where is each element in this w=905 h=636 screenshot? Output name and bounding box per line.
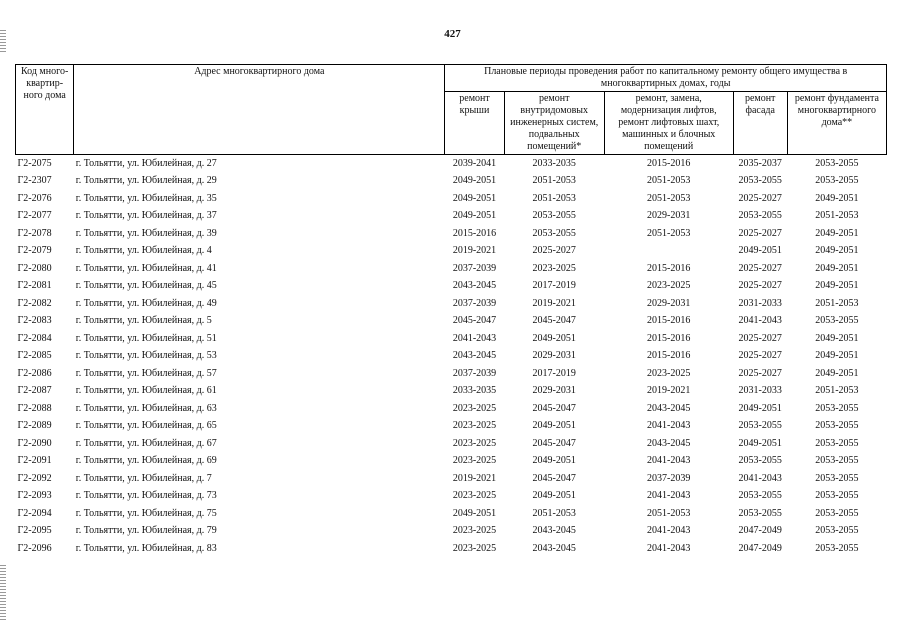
cell-internal-systems: 2023-2025 xyxy=(532,262,576,274)
cell-roof: 2023-2025 xyxy=(452,455,497,467)
cell-facade: 2053-2055 xyxy=(738,455,782,467)
header-facade: ремонт фасада xyxy=(733,92,787,155)
cell-internal-systems: 2019-2021 xyxy=(532,297,576,309)
cell-code: Г2-2083 xyxy=(17,315,52,327)
cell-internal-systems: 2049-2051 xyxy=(532,455,576,467)
cell-foundation: 2053-2055 xyxy=(815,315,859,327)
cell-address: г. Тольятти, ул. Юбилейная, д. 69 xyxy=(75,455,217,467)
cell-address: г. Тольятти, ул. Юбилейная, д. 37 xyxy=(75,210,217,222)
header-address: Адрес многоквартирного дома xyxy=(74,65,445,155)
cell-foundation: 2053-2055 xyxy=(815,507,859,519)
cell-foundation: 2053-2055 xyxy=(815,175,859,187)
cell-facade: 2035-2037 xyxy=(733,155,787,173)
cell-address: г. Тольятти, ул. Юбилейная, д. 49 xyxy=(75,297,217,309)
table-row xyxy=(16,155,887,173)
cell-internal-systems: 2053-2055 xyxy=(532,227,576,239)
cell-elevators: 2015-2016 xyxy=(647,262,691,274)
cell-code: Г2-2089 xyxy=(17,420,52,432)
table-row xyxy=(16,400,887,418)
cell-facade: 2025-2027 xyxy=(738,280,782,292)
cell-code: Г2-2088 xyxy=(17,402,52,414)
cell-address: г. Тольятти, ул. Юбилейная, д. 61 xyxy=(75,385,217,397)
table-row xyxy=(16,313,887,331)
cell-roof: 2037-2039 xyxy=(452,262,497,274)
cell-foundation: 2051-2053 xyxy=(815,385,859,397)
cell-code: Г2-2079 xyxy=(17,245,52,257)
cell-address: г. Тольятти, ул. Юбилейная, д. 29 xyxy=(75,175,217,187)
cell-address: г. Тольятти, ул. Юбилейная, д. 53 xyxy=(75,350,217,362)
cell-foundation: 2049-2051 xyxy=(815,280,859,292)
table-row xyxy=(16,295,887,313)
table-row xyxy=(16,365,887,383)
cell-address: г. Тольятти, ул. Юбилейная, д. 41 xyxy=(75,262,217,274)
cell-foundation: 2049-2051 xyxy=(815,367,859,379)
cell-code: Г2-2095 xyxy=(17,525,52,537)
cell-elevators: 2029-2031 xyxy=(647,210,691,222)
cell-roof: 2023-2025 xyxy=(452,437,497,449)
cell-foundation: 2049-2051 xyxy=(815,192,859,204)
scan-artifact xyxy=(0,565,6,620)
cell-elevators: 2041-2043 xyxy=(647,490,691,502)
cell-facade: 2041-2043 xyxy=(738,315,782,327)
table-row xyxy=(16,330,887,348)
cell-roof: 2015-2016 xyxy=(452,227,497,239)
cell-code: Г2-2082 xyxy=(17,297,52,309)
cell-internal-systems: 2029-2031 xyxy=(532,350,576,362)
cell-address: г. Тольятти, ул. Юбилейная, д. 45 xyxy=(75,280,217,292)
cell-elevators: 2051-2053 xyxy=(647,175,691,187)
table-row xyxy=(16,208,887,226)
cell-foundation: 2051-2053 xyxy=(815,210,859,222)
cell-roof: 2023-2025 xyxy=(452,542,497,554)
cell-code: Г2-2078 xyxy=(17,227,52,239)
cell-facade: 2053-2055 xyxy=(738,420,782,432)
cell-facade: 2031-2033 xyxy=(738,385,782,397)
cell-elevators: 2029-2031 xyxy=(647,297,691,309)
table-row xyxy=(16,505,887,523)
cell-address: г. Тольятти, ул. Юбилейная, д. 79 xyxy=(75,525,217,537)
cell-elevators: 2015-2016 xyxy=(647,315,691,327)
header-elevators: ремонт, замена, модернизация лифтов, ремонт лифтовых шахт, машинных и блочных помещений xyxy=(604,92,733,155)
cell-code: Г2-2091 xyxy=(17,455,52,467)
cell-address: г. Тольятти, ул. Юбилейная, д. 51 xyxy=(75,332,217,344)
cell-foundation: 2051-2053 xyxy=(815,297,859,309)
cell-facade: 2041-2043 xyxy=(738,472,782,484)
header-internal-systems: ремонт внутридомовых инженерных систем, подвальных помещений* xyxy=(504,92,604,155)
cell-address: г. Тольятти, ул. Юбилейная, д. 83 xyxy=(75,542,217,554)
cell-address: г. Тольятти, ул. Юбилейная, д. 57 xyxy=(75,367,217,379)
cell-roof: 2023-2025 xyxy=(452,420,497,432)
table-row xyxy=(16,488,887,506)
cell-facade: 2049-2051 xyxy=(738,437,782,449)
cell-address: г. Тольятти, ул. Юбилейная, д. 65 xyxy=(75,420,217,432)
cell-foundation: 2049-2051 xyxy=(815,245,859,257)
table-row xyxy=(16,470,887,488)
cell-facade: 2053-2055 xyxy=(738,507,782,519)
cell-elevators: 2041-2043 xyxy=(647,542,691,554)
cell-code: Г2-2087 xyxy=(17,385,52,397)
cell-internal-systems: 2053-2055 xyxy=(532,210,576,222)
cell-internal-systems: 2051-2053 xyxy=(532,507,576,519)
cell-facade: 2049-2051 xyxy=(738,245,782,257)
table-body xyxy=(16,155,887,558)
table-row xyxy=(16,418,887,436)
cell-internal-systems: 2045-2047 xyxy=(532,437,576,449)
table-row xyxy=(16,190,887,208)
cell-code: Г2-2094 xyxy=(17,507,52,519)
cell-foundation: 2053-2055 xyxy=(815,420,859,432)
cell-code: Г2-2084 xyxy=(17,332,52,344)
header-foundation: ремонт фундамента многоквартирного дома** xyxy=(787,92,886,155)
cell-internal-systems: 2043-2045 xyxy=(532,525,576,537)
table-row xyxy=(16,523,887,541)
cell-address: г. Тольятти, ул. Юбилейная, д. 7 xyxy=(75,472,212,484)
cell-elevators: 2051-2053 xyxy=(647,227,691,239)
cell-elevators: 2041-2043 xyxy=(647,455,691,467)
cell-elevators: 2041-2043 xyxy=(647,525,691,537)
cell-code: Г2-2075 xyxy=(16,155,74,173)
cell-address: г. Тольятти, ул. Юбилейная, д. 67 xyxy=(75,437,217,449)
cell-foundation: 2053-2055 xyxy=(815,490,859,502)
cell-facade: 2025-2027 xyxy=(738,332,782,344)
cell-foundation: 2053-2055 xyxy=(787,155,886,173)
cell-roof: 2023-2025 xyxy=(452,402,497,414)
cell-code: Г2-2093 xyxy=(17,490,52,502)
cell-roof: 2049-2051 xyxy=(452,210,497,222)
cell-internal-systems: 2045-2047 xyxy=(532,472,576,484)
cell-facade: 2025-2027 xyxy=(738,192,782,204)
cell-facade: 2025-2027 xyxy=(738,262,782,274)
cell-elevators: 2015-2016 xyxy=(647,350,691,362)
cell-internal-systems: 2049-2051 xyxy=(532,332,576,344)
cell-elevators: 2015-2016 xyxy=(647,332,691,344)
cell-elevators: 2015-2016 xyxy=(604,155,733,173)
header-planned-periods: Плановые периоды проведения работ по капитальному ремонту общего имущества в многоквартирных домах, годы xyxy=(445,65,887,92)
table-row xyxy=(16,348,887,366)
cell-internal-systems: 2025-2027 xyxy=(532,245,576,257)
cell-facade: 2053-2055 xyxy=(738,210,782,222)
table-row xyxy=(16,540,887,558)
page-number: 427 xyxy=(444,28,461,40)
cell-elevators: 2051-2053 xyxy=(647,192,691,204)
cell-roof: 2023-2025 xyxy=(452,490,497,502)
table-row xyxy=(16,225,887,243)
cell-roof: 2019-2021 xyxy=(452,245,497,257)
table-row xyxy=(16,278,887,296)
cell-code: Г2-2090 xyxy=(17,437,52,449)
header-code: Код много-квартир-ного дома xyxy=(16,65,74,155)
table-row xyxy=(16,173,887,191)
cell-foundation: 2049-2051 xyxy=(815,350,859,362)
cell-code: Г2-2096 xyxy=(17,542,52,554)
cell-address: г. Тольятти, ул. Юбилейная, д. 63 xyxy=(75,402,217,414)
cell-roof: 2037-2039 xyxy=(452,367,497,379)
cell-internal-systems: 2045-2047 xyxy=(532,315,576,327)
cell-foundation: 2053-2055 xyxy=(815,437,859,449)
table-row xyxy=(16,435,887,453)
cell-facade: 2053-2055 xyxy=(738,490,782,502)
cell-foundation: 2053-2055 xyxy=(815,455,859,467)
cell-internal-systems: 2033-2035 xyxy=(504,155,604,173)
cell-roof: 2039-2041 xyxy=(445,155,504,173)
cell-address: г. Тольятти, ул. Юбилейная, д. 39 xyxy=(75,227,217,239)
header-roof: ремонт крыши xyxy=(445,92,504,155)
cell-elevators: 2043-2045 xyxy=(647,402,691,414)
capital-repair-table xyxy=(15,64,887,558)
cell-facade: 2049-2051 xyxy=(738,402,782,414)
cell-address: г. Тольятти, ул. Юбилейная, д. 73 xyxy=(75,490,217,502)
cell-internal-systems: 2029-2031 xyxy=(532,385,576,397)
cell-facade: 2031-2033 xyxy=(738,297,782,309)
cell-address: г. Тольятти, ул. Юбилейная, д. 4 xyxy=(75,245,212,257)
cell-roof: 2041-2043 xyxy=(452,332,497,344)
cell-code: Г2-2307 xyxy=(17,175,52,187)
cell-roof: 2045-2047 xyxy=(452,315,497,327)
cell-roof: 2033-2035 xyxy=(452,385,497,397)
cell-elevators: 2043-2045 xyxy=(647,437,691,449)
cell-foundation: 2053-2055 xyxy=(815,525,859,537)
cell-facade: 2053-2055 xyxy=(738,175,782,187)
cell-address: г. Тольятти, ул. Юбилейная, д. 75 xyxy=(75,507,217,519)
cell-facade: 2025-2027 xyxy=(738,350,782,362)
cell-foundation: 2049-2051 xyxy=(815,262,859,274)
table-row xyxy=(16,260,887,278)
cell-foundation: 2049-2051 xyxy=(815,227,859,239)
cell-foundation: 2049-2051 xyxy=(815,332,859,344)
cell-internal-systems: 2051-2053 xyxy=(532,192,576,204)
cell-facade: 2025-2027 xyxy=(738,367,782,379)
cell-roof: 2019-2021 xyxy=(452,472,497,484)
cell-roof: 2037-2039 xyxy=(452,297,497,309)
cell-internal-systems: 2017-2019 xyxy=(532,367,576,379)
table-row xyxy=(16,453,887,471)
cell-elevators: 2051-2053 xyxy=(647,507,691,519)
cell-address: г. Тольятти, ул. Юбилейная, д. 35 xyxy=(75,192,217,204)
cell-roof: 2049-2051 xyxy=(452,507,497,519)
cell-foundation: 2053-2055 xyxy=(815,402,859,414)
table-row xyxy=(16,383,887,401)
cell-roof: 2043-2045 xyxy=(452,350,497,362)
cell-code: Г2-2085 xyxy=(17,350,52,362)
cell-facade: 2047-2049 xyxy=(738,542,782,554)
cell-foundation: 2053-2055 xyxy=(815,542,859,554)
cell-internal-systems: 2043-2045 xyxy=(532,542,576,554)
cell-internal-systems: 2045-2047 xyxy=(532,402,576,414)
cell-address: г. Тольятти, ул. Юбилейная, д. 5 xyxy=(75,315,212,327)
cell-facade: 2025-2027 xyxy=(738,227,782,239)
cell-code: Г2-2077 xyxy=(17,210,52,222)
cell-address: г. Тольятти, ул. Юбилейная, д. 27 xyxy=(74,155,445,173)
cell-internal-systems: 2049-2051 xyxy=(532,420,576,432)
cell-elevators: 2019-2021 xyxy=(647,385,691,397)
cell-roof: 2049-2051 xyxy=(452,192,497,204)
cell-roof: 2023-2025 xyxy=(452,525,497,537)
cell-elevators: 2041-2043 xyxy=(647,420,691,432)
cell-elevators: 2037-2039 xyxy=(647,472,691,484)
cell-elevators xyxy=(604,243,733,261)
cell-code: Г2-2080 xyxy=(17,262,52,274)
cell-internal-systems: 2051-2053 xyxy=(532,175,576,187)
cell-code: Г2-2086 xyxy=(17,367,52,379)
table-row xyxy=(16,243,887,261)
cell-roof: 2043-2045 xyxy=(452,280,497,292)
cell-roof: 2049-2051 xyxy=(452,175,497,187)
cell-foundation: 2053-2055 xyxy=(815,472,859,484)
cell-elevators: 2023-2025 xyxy=(647,367,691,379)
cell-internal-systems: 2017-2019 xyxy=(532,280,576,292)
cell-elevators: 2023-2025 xyxy=(647,280,691,292)
cell-internal-systems: 2049-2051 xyxy=(532,490,576,502)
cell-code: Г2-2076 xyxy=(17,192,52,204)
cell-code: Г2-2081 xyxy=(17,280,52,292)
cell-facade: 2047-2049 xyxy=(738,525,782,537)
cell-code: Г2-2092 xyxy=(17,472,52,484)
